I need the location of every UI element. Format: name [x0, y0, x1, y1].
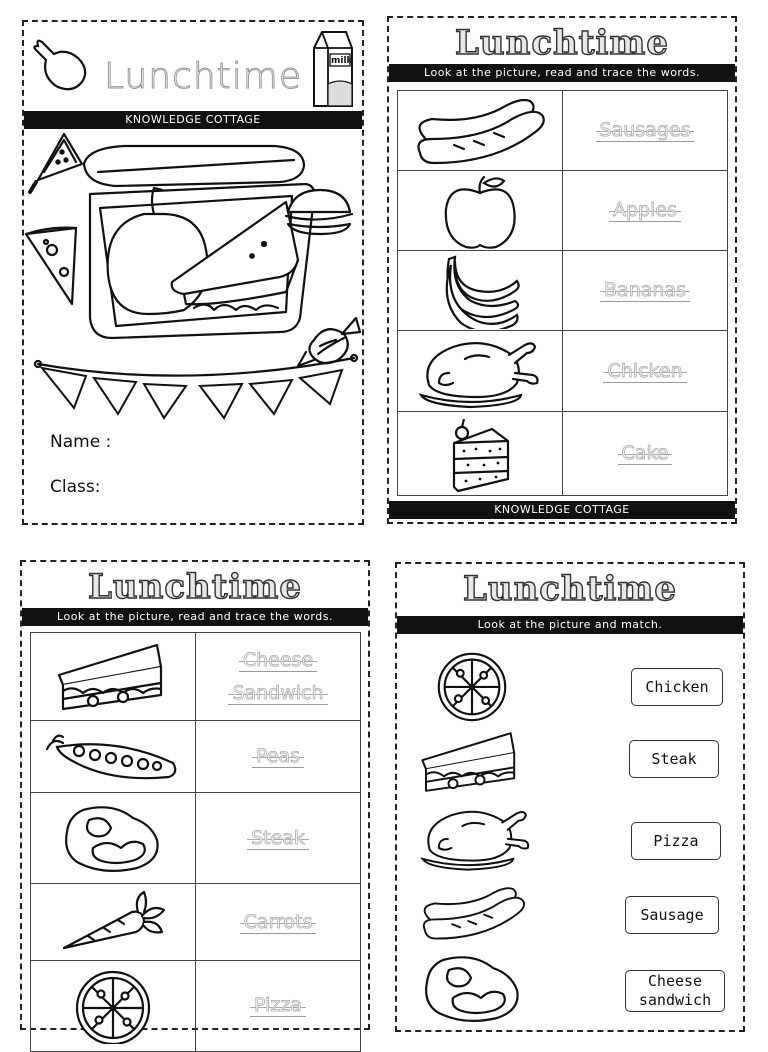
match-word-line: sandwich: [638, 991, 712, 1009]
sandwich-icon: [53, 639, 173, 715]
sausage-icon: [417, 882, 529, 944]
trace1-footer: KNOWLEDGE COTTAGE: [389, 501, 735, 519]
match-word-line: Cheese: [647, 972, 703, 991]
carrot-icon: [58, 890, 168, 954]
match-instruction: Look at the picture and match.: [397, 616, 743, 634]
table-row: [398, 251, 728, 331]
table-row: [398, 331, 728, 411]
chicken-icon: [417, 800, 535, 874]
chicken-icon: [415, 333, 545, 409]
table-row: [398, 171, 728, 251]
trace-word: Carrots: [240, 911, 317, 934]
table-row: [398, 411, 728, 495]
cover-card: [22, 20, 364, 525]
trace1-table: [397, 90, 728, 496]
trace2-table: [30, 632, 361, 1052]
cake-icon: [440, 413, 520, 493]
trace-word: Sausages: [596, 119, 695, 142]
table-row: [398, 91, 728, 171]
trace2-instruction: Look at the picture, read and trace the words.: [22, 608, 368, 626]
trace2-title: Lunchtime: [88, 567, 302, 607]
steak-icon: [423, 950, 523, 1026]
table-row: [31, 960, 361, 1051]
apple-icon: [440, 173, 520, 249]
sausage-icon: [410, 93, 550, 169]
match-word-cheese-sandwich[interactable]: [625, 970, 725, 1012]
match-word-sausage[interactable]: Sausage: [625, 896, 719, 934]
trace-word: Cheese: [239, 649, 317, 672]
trace-card-2: [20, 560, 370, 1030]
trace-word: Apples: [609, 199, 681, 222]
pizza-icon: [71, 968, 155, 1044]
sandwich-icon: [417, 724, 525, 800]
drumstick-icon: [30, 32, 92, 94]
trace1-title: Lunchtime: [455, 23, 669, 63]
watermelon-icon: [30, 134, 82, 192]
carton-label: milk: [331, 56, 353, 66]
trace-word: Pizza: [250, 994, 306, 1017]
table-row: [31, 884, 361, 961]
table-row: [31, 633, 361, 721]
cover-title: Lunchtime: [104, 56, 302, 97]
trace-word: Bananas: [600, 279, 690, 302]
peas-icon: [43, 727, 183, 787]
table-row: [31, 793, 361, 884]
trace-word: Cake: [618, 442, 673, 465]
trace-word: Steak: [247, 827, 309, 850]
name-label: Name :: [50, 432, 112, 452]
match-card: [395, 562, 745, 1032]
cover-banner: KNOWLEDGE COTTAGE: [24, 111, 362, 129]
trace-word: Sandwich: [228, 682, 327, 705]
trace-word: Peas: [252, 745, 304, 768]
pizza-icon: [431, 646, 513, 724]
trace1-instruction: Look at the picture, read and trace the words.: [389, 64, 735, 82]
trace-word: Chicken: [603, 360, 686, 383]
lunchbox-illustration: [24, 132, 364, 422]
class-label: Class:: [50, 477, 101, 497]
match-word-steak[interactable]: Steak: [629, 740, 719, 778]
match-title: Lunchtime: [463, 569, 677, 609]
table-row: [31, 721, 361, 793]
trace-card-1: [387, 16, 737, 524]
match-word-chicken[interactable]: Chicken: [631, 668, 723, 706]
banana-icon: [435, 253, 525, 329]
match-word-pizza[interactable]: Pizza: [631, 822, 721, 860]
steak-icon: [63, 800, 163, 876]
milk-carton-icon: [306, 28, 356, 108]
